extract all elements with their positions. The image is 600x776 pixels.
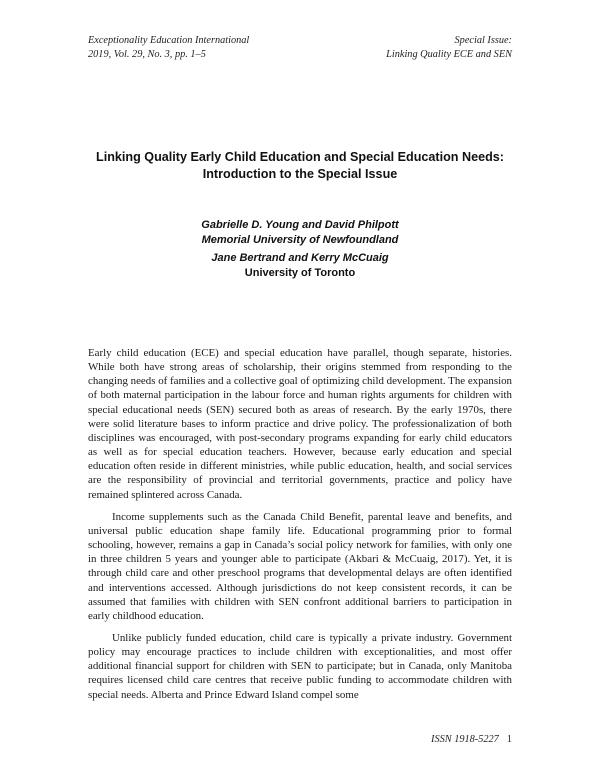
affiliation-1: Memorial University of Newfoundland: [201, 233, 399, 246]
affiliation-2: University of Toronto: [244, 266, 356, 279]
special-issue-label: Special Issue:: [454, 35, 512, 46]
title-line-2: Introduction to the Special Issue: [202, 166, 398, 181]
running-header-left: [88, 34, 249, 62]
issn-label: ISSN 1918-5227: [431, 734, 499, 745]
paragraph-3: Unlike publicly funded education, child care is typically a private industry. Government policy may encourage practices to include children with exceptionalities, and most offer additional financial support for children with SEN to participate; but in Canada, only Manitoba requires licensed child care centres that receive public funding to accommodate children with special needs. Alberta and Prince Edward Island compel some: [88, 631, 512, 701]
paragraph-1: Early child education (ECE) and special education have parallel, though separate, histories. While both have strong areas of scholarship, their origins stemmed from responding to the changing needs of families and a collective goal of optimizing child development. The expansion of both maternal participation in the labour force and human rights arguments for children with special educational needs (SEN) secured both as areas of research. By the early 1970s, there were solid literature bases to inform practice and drive policy. The professionalization of both disciplines was encouraged, with post-secondary programs expanding for early child educators as well as for special education teachers. However, because early education and special education often reside in different ministries, while public education, health, and social services are the responsibility of provincial and territorial governments, practice and policy have remained splintered across Canada.: [88, 347, 512, 501]
author-block: [60, 218, 540, 280]
journal-volume: 2019, Vol. 29, No. 3, pp. 1–5: [88, 49, 206, 60]
journal-name: Exceptionality Education International: [88, 35, 250, 46]
paragraph-2: Income supplements such as the Canada Child Benefit, parental leave and benefits, and universal public education shape family life. Educational programming prior to formal schooling, however, remains a gap in Canada’s social policy network for families, with only one in three children 5 years and younger able to participate (Akbari & McCuaig, 2017). Yet, it is through child care and other preschool programs that developmental delays are often identified and interventions accessed. Although jurisdictions do not keep consistent records, it can be assumed that families with children with SEN confront additional barriers to participation in early childhood education.: [88, 510, 512, 622]
title-line-1: Linking Quality Early Child Education and Special Education Needs:: [96, 150, 504, 164]
special-issue-title: Linking Quality ECE and SEN: [386, 49, 512, 60]
running-header-right: [386, 34, 512, 62]
article-title: [60, 149, 540, 182]
page-footer: [431, 734, 512, 745]
author-names-2: Jane Bertrand and Kerry McCuaig: [211, 252, 389, 264]
author-names-1: Gabrielle D. Young and David Philpott: [201, 219, 399, 231]
article-body: [88, 346, 512, 710]
page-number: 1: [506, 734, 512, 745]
